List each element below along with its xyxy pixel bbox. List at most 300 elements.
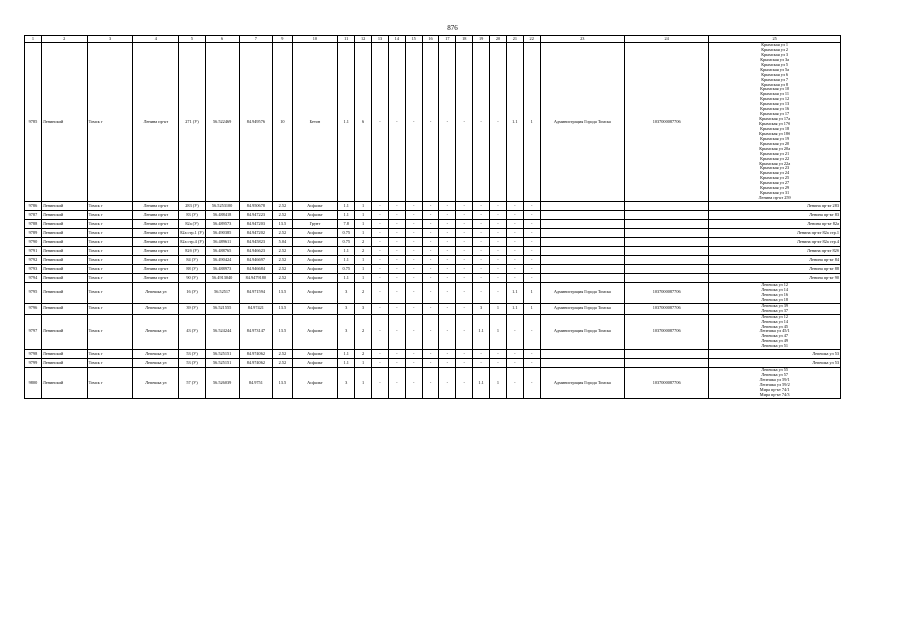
table-cell: 1 xyxy=(355,274,372,283)
address-line: Крымская ул 7 xyxy=(761,76,789,82)
table-row xyxy=(25,303,841,314)
table-row xyxy=(25,368,841,399)
table-cell: - xyxy=(439,303,456,314)
table-cell: - xyxy=(456,283,473,304)
table-body xyxy=(25,43,841,399)
table-cell: - xyxy=(456,229,473,238)
column-header: 12 xyxy=(355,36,372,43)
address-line: Крымская ул 18 xyxy=(760,125,790,131)
table-cell: - xyxy=(388,274,405,283)
table-cell: Ленина пр-кт xyxy=(133,238,179,247)
table-cell: - xyxy=(473,265,490,274)
table-cell xyxy=(540,265,624,274)
table-cell: - xyxy=(388,359,405,368)
table-cell: 39 (У) xyxy=(179,303,206,314)
table-cell: 56.489611 xyxy=(205,238,239,247)
table-cell xyxy=(540,202,624,211)
table-cell: - xyxy=(456,238,473,247)
table-cell: 1037000087706 xyxy=(624,303,708,314)
address-line: Крымская ул 8 xyxy=(761,81,789,87)
address-line: Крымская ул 18б xyxy=(759,130,791,136)
table-cell xyxy=(624,274,708,283)
table-cell: - xyxy=(456,256,473,265)
table-cell: Томск г xyxy=(87,202,133,211)
table-cell: - xyxy=(372,274,389,283)
table-cell: Томск г xyxy=(87,359,133,368)
table-cell: 84.9751 xyxy=(239,368,273,399)
table-cell: - xyxy=(490,256,507,265)
address-line: Ленина пр-кт 82б xyxy=(806,247,839,253)
table-cell: Асфальт xyxy=(292,202,338,211)
address-line: Крымская ул 10 xyxy=(760,86,790,92)
table-cell: - xyxy=(523,202,540,211)
address-line: Крымская ул 21 xyxy=(760,150,790,156)
table-cell: - xyxy=(523,274,540,283)
table-cell: - xyxy=(388,202,405,211)
table-cell: 84.949576 xyxy=(239,43,273,202)
column-header: 21 xyxy=(506,36,523,43)
address-line: Лепешка ул 47 xyxy=(761,333,789,339)
table-cell: - xyxy=(422,256,439,265)
table-cell: 1.1 xyxy=(338,202,355,211)
address-line: Крымская ул 22а xyxy=(759,160,791,166)
table-cell: - xyxy=(523,314,540,350)
column-header: 14 xyxy=(388,36,405,43)
table-cell: 9796 xyxy=(25,303,42,314)
table-cell: Томск г xyxy=(87,211,133,220)
table-cell: - xyxy=(506,274,523,283)
address-line: Ленина пр-кт 84 xyxy=(809,256,839,262)
table-cell: - xyxy=(456,303,473,314)
table-cell: 9798 xyxy=(25,350,42,359)
table-row xyxy=(25,359,841,368)
table-cell: 2 xyxy=(355,283,372,304)
column-header: 22 xyxy=(523,36,540,43)
table-cell: 56.488765 xyxy=(205,247,239,256)
table-cell: Томск г xyxy=(87,314,133,350)
table-cell: - xyxy=(523,256,540,265)
table-cell: 1 xyxy=(355,265,372,274)
table-cell: - xyxy=(456,202,473,211)
table-cell: Томск г xyxy=(87,220,133,229)
address-line: Ленина пр-кт 83 xyxy=(809,211,839,217)
table-cell: - xyxy=(388,303,405,314)
table-cell: Администрация Города Томска xyxy=(540,303,624,314)
table-cell: - xyxy=(405,211,422,220)
table-row xyxy=(25,202,841,211)
address-line: Крымская ул 29 xyxy=(760,185,790,191)
address-line: Крымская ул 5 xyxy=(761,61,789,67)
table-cell: Лепешка ул xyxy=(133,283,179,304)
address-line: Крымская ул 19 xyxy=(760,135,790,141)
table-cell: 1.1 xyxy=(338,256,355,265)
table-cell: 82а стр.1 (У) xyxy=(179,229,206,238)
table-cell: Администрация Города Томска xyxy=(540,368,624,399)
table-cell: - xyxy=(506,350,523,359)
address-line: Крымская ул 13 xyxy=(760,101,790,107)
table-cell: - xyxy=(372,247,389,256)
table-cell: Асфальт xyxy=(292,303,338,314)
table-cell: Ленина пр-кт xyxy=(133,220,179,229)
address-line: Крымская ул 1 xyxy=(761,42,789,47)
table-cell: - xyxy=(405,283,422,304)
table-cell: 84.974062 xyxy=(239,359,273,368)
column-header: 23 xyxy=(540,36,624,43)
table-cell: - xyxy=(439,368,456,399)
table-cell: - xyxy=(490,211,507,220)
address-cell xyxy=(709,238,841,247)
table-cell: Ленина пр-кт xyxy=(133,247,179,256)
table-cell: Ленинский xyxy=(41,238,87,247)
table-cell: 56.5253100 xyxy=(205,202,239,211)
table-cell xyxy=(624,359,708,368)
table-cell: 56.522469 xyxy=(205,43,239,202)
table-cell: 9799 xyxy=(25,359,42,368)
column-header: 9 xyxy=(273,36,292,43)
column-header: 15 xyxy=(405,36,422,43)
table-cell: 56.490424 xyxy=(205,256,239,265)
table-cell: 1037000087706 xyxy=(624,368,708,399)
table-cell: 3 xyxy=(338,368,355,399)
table-cell: - xyxy=(490,220,507,229)
table-cell: Асфальт xyxy=(292,274,338,283)
table-cell: Ленина пр-кт xyxy=(133,265,179,274)
address-line: Крымская ул 27 xyxy=(760,180,790,186)
address-cell xyxy=(709,256,841,265)
table-cell: 1037000087706 xyxy=(624,314,708,350)
table-cell xyxy=(540,229,624,238)
address-line: Крымская ул 5а xyxy=(760,66,790,72)
table-cell: - xyxy=(372,229,389,238)
table-cell: - xyxy=(456,247,473,256)
table-cell xyxy=(624,220,708,229)
table-cell: Томск г xyxy=(87,238,133,247)
table-cell: - xyxy=(439,247,456,256)
table-cell: 1.1 xyxy=(473,368,490,399)
table-cell: - xyxy=(473,229,490,238)
address-cell xyxy=(709,265,841,274)
address-line: Крымская ул 22 xyxy=(760,155,790,161)
table-cell: - xyxy=(506,256,523,265)
table-cell: - xyxy=(372,202,389,211)
table-cell: - xyxy=(490,247,507,256)
table-cell: Ленинский xyxy=(41,350,87,359)
page-number: 876 xyxy=(447,24,458,32)
address-line: Крымская ул 25 xyxy=(760,175,790,181)
table-cell: - xyxy=(523,229,540,238)
table-cell: 1.1 xyxy=(338,274,355,283)
table-cell: 84.974062 xyxy=(239,350,273,359)
table-cell: - xyxy=(439,202,456,211)
address-cell xyxy=(709,202,841,211)
table-cell: 1.1 xyxy=(473,314,490,350)
table-cell: - xyxy=(490,202,507,211)
table-cell: 9792 xyxy=(25,256,42,265)
table-cell: 6 xyxy=(355,43,372,202)
table-cell: 90 (У) xyxy=(179,274,206,283)
table-cell: 3 xyxy=(338,303,355,314)
table-cell: 9790 xyxy=(25,238,42,247)
table-cell: 53 (У) xyxy=(179,350,206,359)
address-line: Лепешка ул 45 xyxy=(761,323,789,329)
table-cell: Ленинский xyxy=(41,274,87,283)
table-cell: 56.525151 xyxy=(205,350,239,359)
table-cell: - xyxy=(439,350,456,359)
table-cell: 283 (У) xyxy=(179,202,206,211)
address-cell xyxy=(709,220,841,229)
table-cell: - xyxy=(405,350,422,359)
table-row xyxy=(25,43,841,202)
table-cell: 83 (У) xyxy=(179,211,206,220)
table-cell: - xyxy=(490,359,507,368)
address-line: Крымская ул 20 xyxy=(760,140,790,146)
table-cell: Томск г xyxy=(87,247,133,256)
table-cell: 13.5 xyxy=(273,368,292,399)
address-line: Ленина пр-кт 82а стр.4 xyxy=(796,238,839,244)
table-cell: 2.52 xyxy=(273,229,292,238)
table-cell: Администрация Города Томска xyxy=(540,314,624,350)
column-header: 2 xyxy=(41,36,87,43)
table-cell: - xyxy=(506,247,523,256)
table-cell xyxy=(624,265,708,274)
table-cell: 2 xyxy=(355,247,372,256)
table-cell: 84.947203 xyxy=(239,220,273,229)
table-cell: Администрация Города Томска xyxy=(540,283,624,304)
address-cell xyxy=(709,303,841,314)
table-row xyxy=(25,229,841,238)
table-cell: Лепешка ул xyxy=(133,303,179,314)
address-line: Мира пр-кт 74/1 xyxy=(759,386,790,392)
table-cell: 1 xyxy=(490,303,507,314)
table-cell: 1 xyxy=(355,229,372,238)
table-cell: 9794 xyxy=(25,274,42,283)
table-cell: - xyxy=(456,265,473,274)
table-cell: 3 xyxy=(338,283,355,304)
table-cell: 1.1 xyxy=(506,283,523,304)
table-cell: - xyxy=(490,229,507,238)
table-cell: - xyxy=(439,220,456,229)
table-cell: - xyxy=(405,303,422,314)
table-cell: 1.1 xyxy=(338,359,355,368)
column-header: 18 xyxy=(456,36,473,43)
table-cell xyxy=(540,238,624,247)
table-cell: Ленинский xyxy=(41,229,87,238)
table-cell: 10 xyxy=(273,43,292,202)
table-cell: - xyxy=(439,229,456,238)
table-cell: Ленинский xyxy=(41,283,87,304)
address-line: Крымская ул 23 xyxy=(760,165,790,171)
address-cell xyxy=(709,350,841,359)
table-cell: 56.525151 xyxy=(205,359,239,368)
table-cell: - xyxy=(523,247,540,256)
table-cell: - xyxy=(456,314,473,350)
table-cell: 2.52 xyxy=(273,211,292,220)
table-cell xyxy=(540,220,624,229)
table-cell: 82а (У) xyxy=(179,220,206,229)
address-line: Крымская ул 2 xyxy=(761,46,789,52)
address-line: Крымская ул 3 xyxy=(761,51,789,57)
table-cell xyxy=(540,350,624,359)
table-cell: - xyxy=(405,368,422,399)
table-cell xyxy=(624,256,708,265)
table-cell: - xyxy=(439,238,456,247)
address-line: Крымская ул 17 xyxy=(760,111,790,117)
table-cell: - xyxy=(405,238,422,247)
table-row xyxy=(25,211,841,220)
table-cell: 1 xyxy=(355,256,372,265)
table-row xyxy=(25,283,841,304)
table-cell: 56.52517 xyxy=(205,283,239,304)
table-cell: 84.950678 xyxy=(239,202,273,211)
table-cell: 2.52 xyxy=(273,247,292,256)
address-line: Ленина пр-кт 90 xyxy=(809,274,839,280)
table-cell: - xyxy=(439,43,456,202)
table-cell: - xyxy=(506,368,523,399)
table-cell: - xyxy=(405,229,422,238)
table-cell: Асфальт xyxy=(292,238,338,247)
address-line: Лепешка ул 59/1 xyxy=(759,377,790,383)
table-row xyxy=(25,350,841,359)
address-line: Ленина пр-кт 82а xyxy=(807,220,839,226)
table-cell: 2.52 xyxy=(273,274,292,283)
table-cell: Лепешка ул xyxy=(133,368,179,399)
table-cell: 56.526039 xyxy=(205,368,239,399)
column-header: 3 xyxy=(87,36,133,43)
table-cell: Асфальт xyxy=(292,314,338,350)
table-cell: Томск г xyxy=(87,43,133,202)
address-line: Лепешка ул 12 xyxy=(761,282,789,287)
address-line: Крымская ул 17б xyxy=(759,121,791,126)
table-cell: Ленинский xyxy=(41,368,87,399)
table-cell: - xyxy=(439,359,456,368)
table-cell: 3 xyxy=(473,303,490,314)
table-cell: Ленинский xyxy=(41,247,87,256)
table-cell: 1 xyxy=(355,359,372,368)
table-cell: 84.97421 xyxy=(239,303,273,314)
table-cell: Асфальт xyxy=(292,350,338,359)
address-line: Крымская ул 6 xyxy=(761,71,789,77)
table-cell: - xyxy=(473,220,490,229)
table-cell: 84.946623 xyxy=(239,247,273,256)
address-cell xyxy=(709,274,841,283)
table-cell: - xyxy=(439,256,456,265)
table-cell: - xyxy=(405,265,422,274)
table-cell: 1.1 xyxy=(338,43,355,202)
table-cell: - xyxy=(388,229,405,238)
address-line: Лепешка ул 39 xyxy=(761,303,789,308)
table-cell: - xyxy=(506,359,523,368)
table-cell: - xyxy=(388,283,405,304)
table-cell: - xyxy=(422,350,439,359)
table-cell: Асфальт xyxy=(292,256,338,265)
table-cell: - xyxy=(388,350,405,359)
table-cell: Лепешка ул xyxy=(133,350,179,359)
table-cell: - xyxy=(490,274,507,283)
table-cell: - xyxy=(473,238,490,247)
table-cell xyxy=(540,359,624,368)
table-row xyxy=(25,256,841,265)
table-cell: Асфальт xyxy=(292,359,338,368)
table-cell: 9787 xyxy=(25,211,42,220)
table-cell: Ленина пр-кт xyxy=(133,202,179,211)
header-row xyxy=(25,36,841,43)
table-cell: 1 xyxy=(523,43,540,202)
register-table xyxy=(24,35,841,399)
table-cell: - xyxy=(388,247,405,256)
table-cell: - xyxy=(372,368,389,399)
table-cell: - xyxy=(422,359,439,368)
table-cell: - xyxy=(506,220,523,229)
table-cell: 0.75 xyxy=(338,238,355,247)
address-line: Крымская ул 31 xyxy=(760,190,790,196)
table-cell: 84.946697 xyxy=(239,256,273,265)
table-cell: 13.5 xyxy=(273,283,292,304)
table-cell: 13.5 xyxy=(273,303,292,314)
table-row xyxy=(25,247,841,256)
table-cell xyxy=(624,350,708,359)
table-cell: - xyxy=(388,43,405,202)
table-cell: 1 xyxy=(355,211,372,220)
table-cell: - xyxy=(388,238,405,247)
table-cell: 84.945823 xyxy=(239,238,273,247)
table-cell: - xyxy=(506,229,523,238)
address-line: Лепешка ул 12 xyxy=(761,314,789,319)
table-cell: 2 xyxy=(355,350,372,359)
table-cell: - xyxy=(422,314,439,350)
table-cell: - xyxy=(405,247,422,256)
address-cell xyxy=(709,368,841,399)
table-cell xyxy=(540,256,624,265)
table-cell: 88 (У) xyxy=(179,265,206,274)
column-header: 7 xyxy=(239,36,273,43)
table-cell: 9800 xyxy=(25,368,42,399)
address-line: Ленина пр-кт 283 xyxy=(807,202,839,208)
table-cell xyxy=(540,247,624,256)
table-cell: - xyxy=(372,359,389,368)
table-cell: - xyxy=(439,265,456,274)
table-cell: Администрация Города Томска xyxy=(540,43,624,202)
table-cell: - xyxy=(473,283,490,304)
table-cell: 1037000087706 xyxy=(624,283,708,304)
table-cell: 7.8 xyxy=(338,220,355,229)
table-cell: - xyxy=(473,43,490,202)
table-cell: - xyxy=(422,220,439,229)
table-cell: - xyxy=(523,238,540,247)
table-cell: - xyxy=(422,202,439,211)
table-cell: Бетон xyxy=(292,43,338,202)
table-cell: 57 (У) xyxy=(179,368,206,399)
table-cell: Ленинский xyxy=(41,43,87,202)
table-cell: - xyxy=(473,202,490,211)
table-cell: - xyxy=(439,283,456,304)
table-cell: 1.1 xyxy=(338,247,355,256)
address-line: Лепешка ул 16 xyxy=(761,291,789,297)
table-cell: 9791 xyxy=(25,247,42,256)
table-cell: Ленинский xyxy=(41,220,87,229)
address-line: Крымская ул 17а xyxy=(759,116,791,122)
table-cell: 82а стр.4 (У) xyxy=(179,238,206,247)
address-line: Лепешка ул 53 xyxy=(812,359,839,365)
table-cell: Асфальт xyxy=(292,247,338,256)
address-line: Ленина пр-кт 82а стр.1 xyxy=(796,229,839,235)
table-cell: - xyxy=(388,256,405,265)
table-cell: 13.5 xyxy=(273,220,292,229)
table-cell: - xyxy=(439,274,456,283)
table-cell: - xyxy=(422,274,439,283)
table-cell: 56.488418 xyxy=(205,211,239,220)
table-cell: 1 xyxy=(490,314,507,350)
table-cell: 84.9479180 xyxy=(239,274,273,283)
